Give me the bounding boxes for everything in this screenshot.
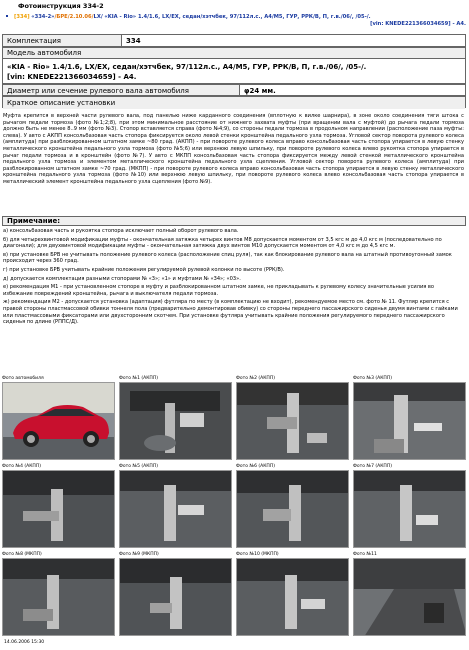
photo-9	[119, 552, 232, 638]
note-item: ж) рекомендация М2 - допускается установка (адаптация) футляра по месту (в комплектацию не входит), рекомендуемое место см. фото № 11. Футляр крепится с правой стороны пластмассовой обивки тоннеля пола (предварительно демонтировав обивку) со стороны переднего пассажирского сиденья двумя винтами с гайками или пластмассовыми фиксаторами или двухсторонним скотчем. При установке футляра учитывать крайние положения регулируемого переднего пассажирского сиденья по длине (РППС/Д).	[3, 299, 458, 326]
model-vin: [vin: KNEDE221366034659] - А4.	[7, 73, 137, 81]
photo-3	[353, 376, 466, 462]
header-lx: LX/	[93, 14, 103, 20]
photo-image	[236, 470, 349, 548]
model-value	[3, 59, 465, 83]
photo-caption: Фото №10 (МКПП)	[236, 552, 279, 557]
note-item: а) консольбазовая часть и рукоятка стопора исключает полный оборот рулевого вала.	[3, 228, 239, 234]
note-item: б) для четырехвинтовой модификации муфты - окончательная затяжка четырех винтов М8 допускается моментом от 3,5 кгс м до 4,0 кгс м (последовательно по диагонали); для двухвинтовой модификации муфты - окончательная затяжка двух винтов М10 допускается моментом от 4,0 кгс м до 4,5 кгс м.	[3, 236, 442, 250]
photo-caption: Фото №5 (АКПП)	[119, 464, 158, 469]
shaft-row	[2, 84, 466, 96]
photo-1	[119, 376, 232, 462]
photo-image	[2, 470, 115, 548]
header-vin: [vin: KNEDE221366034659] - А4.	[370, 21, 466, 27]
shaft-label: Диаметр или сечение рулевого вала автомобиля	[3, 85, 240, 95]
page-title: Фотоинструкция 334-2	[18, 2, 104, 10]
photo-11	[353, 552, 466, 638]
header-model: «KIA - Rio» 1.4/1.6, LX/EX, седан/хэтчбек, 97/112л.с., А4/М5, ГУР, РРК/В, П, г.в./06/, /05-/.	[104, 14, 371, 20]
photo-image	[119, 470, 232, 548]
photo-caption: Фото №9 (МКПП)	[119, 552, 159, 557]
photo-image	[236, 382, 349, 460]
car-photo	[2, 382, 115, 460]
model-label-row	[2, 47, 466, 58]
photo-caption: Фото №2 (АКПП)	[236, 376, 275, 381]
photo-caption: Фото №6 (АКПП)	[236, 464, 275, 469]
shaft-value: φ24 мм.	[244, 87, 276, 95]
install-label: Краткое описание установки	[3, 97, 465, 109]
photo-7	[353, 464, 466, 550]
photo-car	[2, 376, 115, 462]
note-item: г) при установке БРВ учитывать крайние положения регулируемой рулевой колонки по высоте (РРК/В).	[3, 266, 285, 273]
photo-image	[2, 558, 115, 636]
photo-caption: Фото №7 (АКПП)	[353, 464, 392, 469]
photo-caption: Фото №3 (АКПП)	[353, 376, 392, 381]
note-item: е) рекомендация М1 - при установленном стопоре в муфту и разблокированном штатном замке, не прикладывать к рулевому колесу значительные усилия во избежание повреждений кронштейна, рычага и выключателя педали тормоза.	[3, 284, 435, 297]
install-row	[2, 96, 466, 108]
install-description: Муфта крепится в верхней части рулевого вала, под панелью ниже карданного соединения (вплотную к вилке шарнира), в зоне около соединения тяги штока с рычагом педали тормоза (фото №1;2;8), при этом минимальное расстояние от нижнего захвата муфты (при вращении вала с муфтой) до рычага педали тормоза должно быть не менее 8..9 мм (фото №3). Стопор вставляется справа (фото №4;9), со стороны педали тормоза в продольном направлении (расположение паза муфты: слева). У авто с АКПП консольбазовая часть стопора фиксируется около левой стенки кронштейна педального узла тормоза. Угловой сектор поворота рулевого колеса (амплитуда) при разблокированном штатном замке ~80 град. (АКПП) - при повороте рулевого колеса вправо консольбазовая часть стопора упирается в левую стенку металлического кронштейна педального узла тормоза (фото №5;6) или верхнюю левую шпильку, при повороте рулевого колеса влево рукоятка стопора упирается в рычаг педали тормоза и в кронштейн (фото №7). У авто с МКПП консольбазовая часть стопора фиксируется между левой стенкой металлического кронштейна педального узла тормоза и элементом металлического кронштейна педального узла сцепления. Угловой сектор поворота рулевого колеса (амплитуда) при разблокированном штатном замке ~70 град. (МКПП) - при повороте рулевого колеса вправо консольбазовая часть стопора упирается в левую стенку металлического кронштейна педального узла тормоза (фото №10) или верхнюю левую шпильку, при повороте рулевого колеса влево консольбазовая часть стопора упирается в металлический элемент кронштейна педального узла сцепления (фото №9).	[3, 113, 464, 185]
photo-caption: Фото №11	[353, 552, 377, 557]
photo-6	[236, 464, 349, 550]
photo-8	[2, 552, 115, 638]
photo-2	[236, 376, 349, 462]
kit-label: Комплектация	[3, 35, 122, 46]
notes-list	[3, 228, 464, 328]
photo-image	[353, 558, 466, 636]
note-item: в) при установке БРВ не учитывать положение рулевого колеса (расположение спиц руля), так как блокирование рулевого вала на штатный противоугонный замок происходит через 360 град.	[3, 251, 452, 265]
photo-image	[119, 382, 232, 460]
note-item: д) допускается комплектация разными стопорами № «3»; «1» и муфтами № «34»; «03».	[3, 275, 241, 282]
footer-timestamp: 14.06.2006 15:30	[4, 640, 45, 645]
photo-image	[353, 470, 466, 548]
model-text: «KIA - Rio» 1.4/1.6, LX/EX, седан/хэтчбек, 97/112л.с., А4/М5, ГУР, РРК/В, П, г.в./06/, /05-/.	[7, 63, 367, 71]
photo-caption: Фото №8 (МКПП)	[2, 552, 42, 557]
photo-caption: Фото №1 (АКПП)	[119, 376, 158, 381]
kit-value: 334	[126, 37, 141, 45]
photo-5	[119, 464, 232, 550]
header-number: [334]	[14, 14, 30, 20]
kit-row	[2, 34, 466, 47]
photo-image	[353, 382, 466, 460]
header-pn: /БРЕ/2.10.06/	[54, 14, 94, 20]
photo-4	[2, 464, 115, 550]
photo-caption: Фото автомобиля	[2, 376, 44, 381]
bullet-icon	[6, 15, 8, 17]
header-subtitle	[4, 14, 466, 28]
header-code: «334-2»	[31, 14, 55, 20]
photo-image	[119, 558, 232, 636]
photo-10	[236, 552, 349, 638]
model-label: Модель автомобиля	[3, 48, 465, 59]
model-value-row	[2, 58, 466, 84]
photo-caption: Фото №4 (АКПП)	[2, 464, 41, 469]
photo-image	[236, 558, 349, 636]
notes-header: Примечание:	[2, 216, 466, 226]
